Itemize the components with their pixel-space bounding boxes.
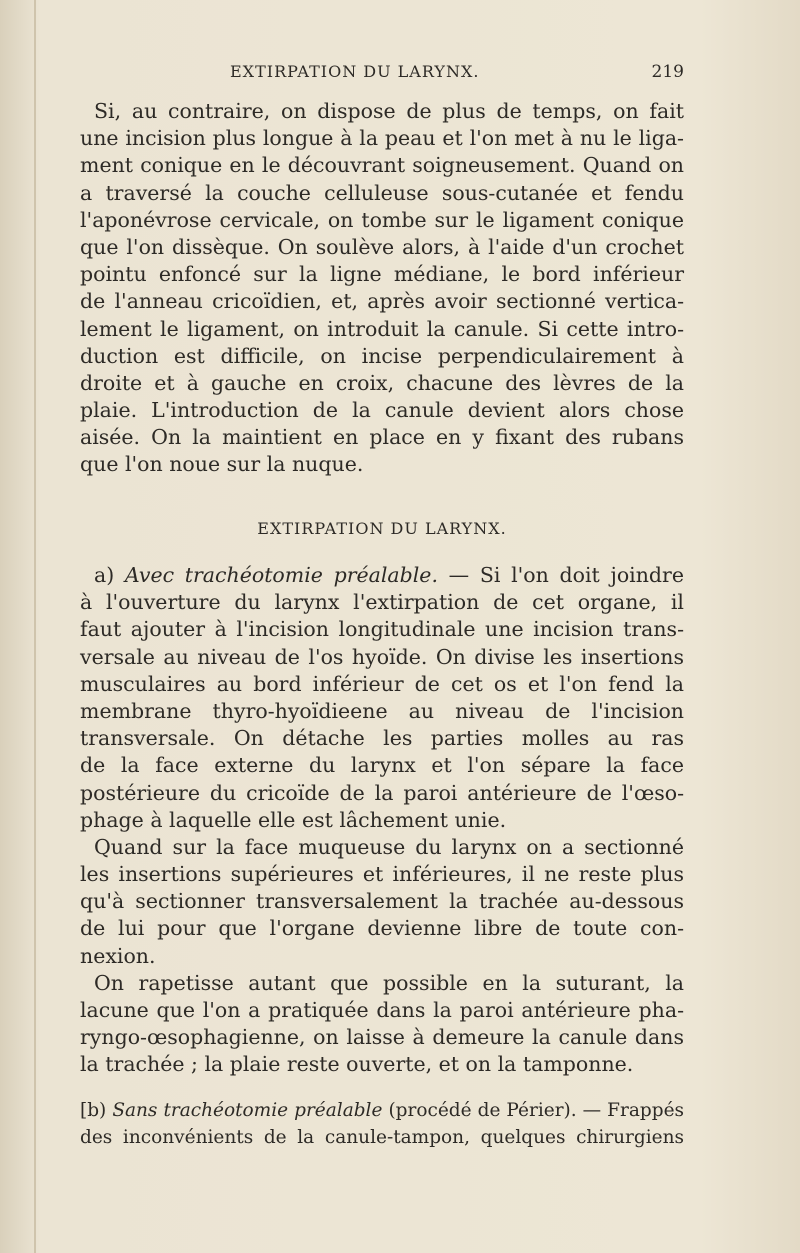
text-line: que l'on noue sur la nuque. [80, 452, 364, 477]
running-head: EXTIRPATION DU LARYNX. [230, 62, 480, 81]
text-line: nexion. [80, 943, 156, 968]
page-header [80, 62, 684, 90]
text-line: des inconvénients de la canule-tampon, quelques chirurgiens [80, 1127, 684, 1149]
text-line: ryngo-œsophagienne, on laisse à demeure la canule dans [80, 1025, 684, 1050]
text-line: a traversé la couche celluleuse sous-cutanée et fendu [80, 180, 684, 205]
subsection-b-label: [b) [80, 1100, 107, 1121]
text-line: de l'anneau cricoïdien, et, après avoir sectionné vertica- [80, 289, 684, 314]
text-line: de lui pour que l'organe devienne libre de toute con- [80, 916, 684, 941]
text-line: Quand sur la face muqueuse du larynx on a sectionné [94, 834, 684, 859]
subsection-b-heading-line [80, 1097, 684, 1124]
text-line: aisée. On la maintient en place en y fixant des rubans [80, 425, 684, 450]
text-line: versale au niveau de l'os hyoïde. On divise les insertions [80, 644, 684, 669]
text-line: pointu enfoncé sur la ligne médiane, le bord inférieur [80, 262, 684, 287]
page-number: 219 [651, 62, 684, 82]
text-line: une incision plus longue à la peau et l'on met à nu le liga- [80, 126, 684, 151]
text-line: les insertions supérieures et inférieures, il ne reste plus [80, 862, 684, 887]
text-line: ment conique en le découvrant soigneusement. Quand on [80, 153, 684, 178]
subsection-b-rest: (procédé de Périer). — Frappés [382, 1100, 685, 1121]
text-line: transversale. On détache les parties molles au ras [80, 726, 684, 751]
text-line: que l'on dissèque. On soulève alors, à l'aide d'un crochet [80, 234, 684, 259]
paragraph-2 [80, 562, 684, 1079]
subsection-a-heading-line [80, 562, 684, 589]
text-line: postérieure du cricoïde de la paroi antérieure de l'œso- [80, 780, 684, 805]
text-line: phage à laquelle elle est lâchement unie. [80, 807, 507, 832]
subsection-a-label: a) [94, 563, 115, 587]
subsection-b-title: Sans trachéotomie préalable [112, 1100, 383, 1121]
text-line: musculaires au bord inférieur de cet os et l'on fend la [80, 671, 684, 696]
text-line: lacune que l'on a pratiquée dans la paroi antérieure pha- [80, 998, 684, 1022]
paragraph-3 [80, 1097, 684, 1151]
text-line: la trachée ; la plaie reste ouverte, et on la tamponne. [80, 1052, 634, 1077]
section-title: EXTIRPATION DU LARYNX. [257, 519, 507, 538]
gutter-shadow [34, 0, 36, 1253]
text-line: qu'à sectionner transversalement la trachée au-dessous [80, 889, 684, 914]
paragraph-1 [80, 98, 684, 479]
text-line: l'aponévrose cervicale, on tombe sur le ligament conique [80, 207, 684, 232]
text-line: membrane thyro-hyoïdieene au niveau de l'incision [80, 698, 684, 723]
subsection-a-rest: — Si l'on doit joindre [437, 563, 684, 587]
text-line: lement le ligament, on introduit la canule. Si cette intro- [80, 316, 684, 341]
text-line: Si, au contraire, on dispose de plus de temps, on fait [94, 99, 684, 123]
text-line: duction est difficile, on incise perpendiculairement à [80, 343, 684, 368]
text-line: plaie. L'introduction de la canule devient alors chose [80, 398, 684, 423]
text-line: droite et à gauche en croix, chacune des lèvres de la [80, 370, 684, 395]
subsection-a-title: Avec trachéotomie préalable. [124, 563, 438, 587]
text-line: de la face externe du larynx et l'on sépare la face [80, 753, 684, 778]
text-line: faut ajouter à l'incision longitudinale une incision trans- [80, 617, 684, 642]
text-line: à l'ouverture du larynx l'extirpation de cet organe, il [80, 590, 684, 615]
text-line: On rapetisse autant que possible en la suturant, la [94, 970, 684, 995]
